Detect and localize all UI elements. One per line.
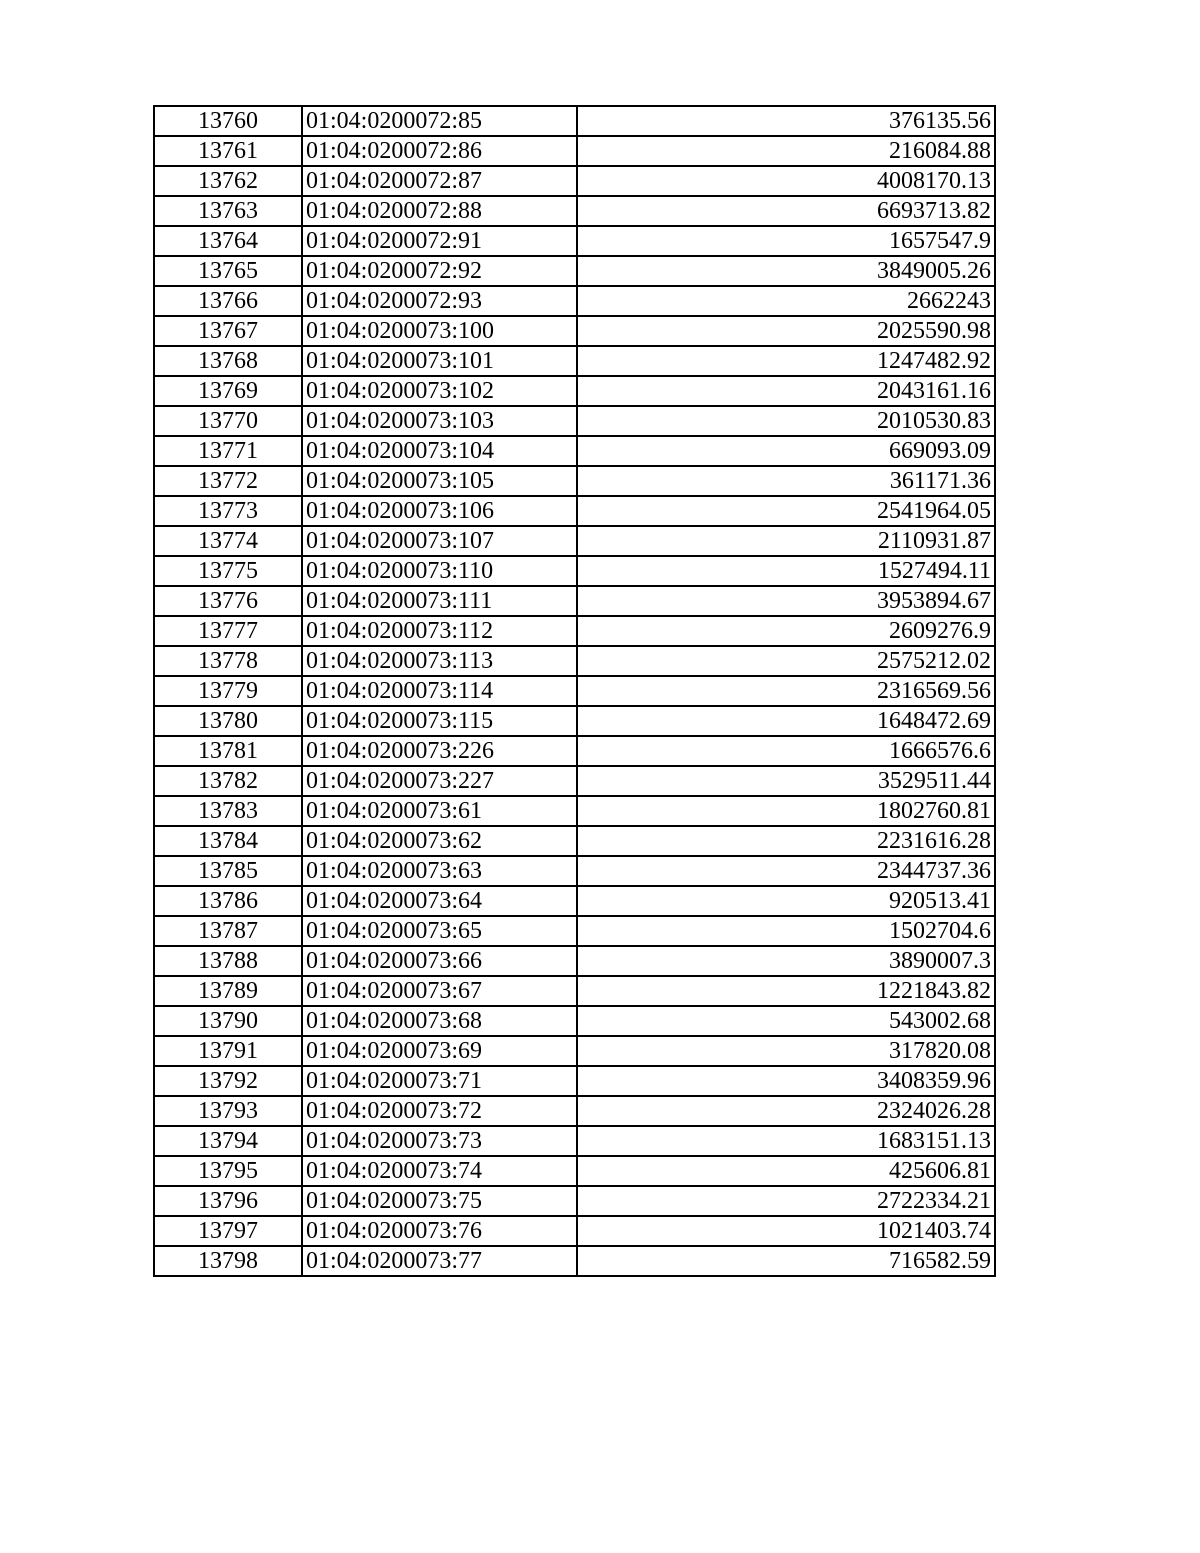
- cadastral-number-cell: 01:04:0200073:73: [302, 1126, 577, 1156]
- cadastral-number-cell: 01:04:0200073:69: [302, 1036, 577, 1066]
- cadastral-value-cell: 2575212.02: [577, 646, 995, 676]
- row-number-cell: 13766: [154, 286, 302, 316]
- table-row: [154, 1156, 995, 1186]
- table-row: [154, 646, 995, 676]
- cadastral-number-cell: 01:04:0200073:226: [302, 736, 577, 766]
- table-row: [154, 436, 995, 466]
- table-row: [154, 796, 995, 826]
- cadastral-value-cell: 669093.09: [577, 436, 995, 466]
- table-row: [154, 346, 995, 376]
- cadastral-number-cell: 01:04:0200073:107: [302, 526, 577, 556]
- table-row: [154, 706, 995, 736]
- row-number-cell: 13771: [154, 436, 302, 466]
- row-number-cell: 13776: [154, 586, 302, 616]
- row-number-cell: 13780: [154, 706, 302, 736]
- cadastral-value-cell: 2231616.28: [577, 826, 995, 856]
- table-row: [154, 976, 995, 1006]
- row-number-cell: 13797: [154, 1216, 302, 1246]
- row-number-cell: 13779: [154, 676, 302, 706]
- cadastral-value-cell: 1657547.9: [577, 226, 995, 256]
- cadastral-value-cell: 1221843.82: [577, 976, 995, 1006]
- cadastral-number-cell: 01:04:0200073:72: [302, 1096, 577, 1126]
- cadastral-number-cell: 01:04:0200073:112: [302, 616, 577, 646]
- row-number-cell: 13773: [154, 496, 302, 526]
- cadastral-number-cell: 01:04:0200073:63: [302, 856, 577, 886]
- table-row: [154, 1006, 995, 1036]
- row-number-cell: 13761: [154, 136, 302, 166]
- cadastral-number-cell: 01:04:0200073:76: [302, 1216, 577, 1246]
- cadastral-value-cell: 3529511.44: [577, 766, 995, 796]
- table-row: [154, 286, 995, 316]
- cadastral-number-cell: 01:04:0200072:93: [302, 286, 577, 316]
- cadastral-value-cell: 1527494.11: [577, 556, 995, 586]
- table-row: [154, 1216, 995, 1246]
- cadastral-value-cell: 2722334.21: [577, 1186, 995, 1216]
- cadastral-number-cell: 01:04:0200072:87: [302, 166, 577, 196]
- table-row: [154, 406, 995, 436]
- table-row: [154, 886, 995, 916]
- row-number-cell: 13793: [154, 1096, 302, 1126]
- row-number-cell: 13783: [154, 796, 302, 826]
- cadastral-number-cell: 01:04:0200072:88: [302, 196, 577, 226]
- table-row: [154, 1096, 995, 1126]
- cadastral-number-cell: 01:04:0200073:105: [302, 466, 577, 496]
- cadastral-number-cell: 01:04:0200073:114: [302, 676, 577, 706]
- row-number-cell: 13762: [154, 166, 302, 196]
- cadastral-value-cell: 1648472.69: [577, 706, 995, 736]
- table-body: [154, 106, 995, 1276]
- table-row: [154, 676, 995, 706]
- data-table: [153, 105, 996, 1277]
- row-number-cell: 13768: [154, 346, 302, 376]
- cadastral-value-cell: 2609276.9: [577, 616, 995, 646]
- table-row: [154, 256, 995, 286]
- cadastral-number-cell: 01:04:0200073:101: [302, 346, 577, 376]
- cadastral-number-cell: 01:04:0200073:61: [302, 796, 577, 826]
- row-number-cell: 13778: [154, 646, 302, 676]
- cadastral-value-cell: 716582.59: [577, 1246, 995, 1276]
- row-number-cell: 13784: [154, 826, 302, 856]
- cadastral-value-cell: 2344737.36: [577, 856, 995, 886]
- cadastral-value-cell: 1247482.92: [577, 346, 995, 376]
- cadastral-value-cell: 2316569.56: [577, 676, 995, 706]
- cadastral-number-cell: 01:04:0200073:64: [302, 886, 577, 916]
- cadastral-number-cell: 01:04:0200073:104: [302, 436, 577, 466]
- cadastral-number-cell: 01:04:0200072:91: [302, 226, 577, 256]
- row-number-cell: 13772: [154, 466, 302, 496]
- row-number-cell: 13775: [154, 556, 302, 586]
- cadastral-number-cell: 01:04:0200073:227: [302, 766, 577, 796]
- cadastral-value-cell: 3849005.26: [577, 256, 995, 286]
- table-row: [154, 376, 995, 406]
- table-row: [154, 856, 995, 886]
- cadastral-number-cell: 01:04:0200072:92: [302, 256, 577, 286]
- cadastral-number-cell: 01:04:0200073:74: [302, 1156, 577, 1186]
- cadastral-value-cell: 376135.56: [577, 106, 995, 136]
- cadastral-number-cell: 01:04:0200073:67: [302, 976, 577, 1006]
- cadastral-number-cell: 01:04:0200072:85: [302, 106, 577, 136]
- cadastral-number-cell: 01:04:0200073:71: [302, 1066, 577, 1096]
- row-number-cell: 13782: [154, 766, 302, 796]
- table-row: [154, 586, 995, 616]
- cadastral-number-cell: 01:04:0200073:111: [302, 586, 577, 616]
- cadastral-value-cell: 1683151.13: [577, 1126, 995, 1156]
- cadastral-number-cell: 01:04:0200073:106: [302, 496, 577, 526]
- row-number-cell: 13765: [154, 256, 302, 286]
- row-number-cell: 13767: [154, 316, 302, 346]
- table-row: [154, 466, 995, 496]
- cadastral-number-cell: 01:04:0200073:115: [302, 706, 577, 736]
- table-row: [154, 766, 995, 796]
- cadastral-value-cell: 3953894.67: [577, 586, 995, 616]
- row-number-cell: 13769: [154, 376, 302, 406]
- table-row: [154, 1186, 995, 1216]
- cadastral-number-cell: 01:04:0200073:75: [302, 1186, 577, 1216]
- table-row: [154, 1066, 995, 1096]
- table-row: [154, 1126, 995, 1156]
- table-row: [154, 1036, 995, 1066]
- cadastral-value-cell: 317820.08: [577, 1036, 995, 1066]
- table-row: [154, 496, 995, 526]
- cadastral-number-cell: 01:04:0200073:113: [302, 646, 577, 676]
- row-number-cell: 13774: [154, 526, 302, 556]
- cadastral-value-cell: 920513.41: [577, 886, 995, 916]
- row-number-cell: 13792: [154, 1066, 302, 1096]
- cadastral-value-cell: 3890007.3: [577, 946, 995, 976]
- cadastral-value-cell: 2662243: [577, 286, 995, 316]
- cadastral-value-cell: 1802760.81: [577, 796, 995, 826]
- row-number-cell: 13795: [154, 1156, 302, 1186]
- cadastral-value-cell: 3408359.96: [577, 1066, 995, 1096]
- table-row: [154, 946, 995, 976]
- cadastral-number-cell: 01:04:0200072:86: [302, 136, 577, 166]
- row-number-cell: 13789: [154, 976, 302, 1006]
- cadastral-value-cell: 2110931.87: [577, 526, 995, 556]
- table-row: [154, 556, 995, 586]
- cadastral-number-cell: 01:04:0200073:100: [302, 316, 577, 346]
- row-number-cell: 13787: [154, 916, 302, 946]
- row-number-cell: 13798: [154, 1246, 302, 1276]
- table-row: [154, 736, 995, 766]
- cadastral-number-cell: 01:04:0200073:62: [302, 826, 577, 856]
- row-number-cell: 13764: [154, 226, 302, 256]
- cadastral-number-cell: 01:04:0200073:66: [302, 946, 577, 976]
- cadastral-value-cell: 1021403.74: [577, 1216, 995, 1246]
- row-number-cell: 13770: [154, 406, 302, 436]
- cadastral-value-cell: 1502704.6: [577, 916, 995, 946]
- table-row: [154, 196, 995, 226]
- cadastral-number-cell: 01:04:0200073:110: [302, 556, 577, 586]
- cadastral-value-cell: 1666576.6: [577, 736, 995, 766]
- row-number-cell: 13781: [154, 736, 302, 766]
- cadastral-number-cell: 01:04:0200073:68: [302, 1006, 577, 1036]
- table-row: [154, 316, 995, 346]
- row-number-cell: 13785: [154, 856, 302, 886]
- cadastral-value-cell: 361171.36: [577, 466, 995, 496]
- row-number-cell: 13790: [154, 1006, 302, 1036]
- cadastral-value-cell: 2043161.16: [577, 376, 995, 406]
- cadastral-value-cell: 4008170.13: [577, 166, 995, 196]
- cadastral-number-cell: 01:04:0200073:65: [302, 916, 577, 946]
- row-number-cell: 13777: [154, 616, 302, 646]
- cadastral-number-cell: 01:04:0200073:103: [302, 406, 577, 436]
- row-number-cell: 13794: [154, 1126, 302, 1156]
- cadastral-value-cell: 6693713.82: [577, 196, 995, 226]
- table-row: [154, 226, 995, 256]
- table-row: [154, 1246, 995, 1276]
- cadastral-value-cell: 2541964.05: [577, 496, 995, 526]
- cadastral-value-cell: 2025590.98: [577, 316, 995, 346]
- cadastral-value-cell: 216084.88: [577, 136, 995, 166]
- cadastral-number-cell: 01:04:0200073:102: [302, 376, 577, 406]
- cadastral-number-cell: 01:04:0200073:77: [302, 1246, 577, 1276]
- row-number-cell: 13786: [154, 886, 302, 916]
- table-row: [154, 106, 995, 136]
- cadastral-value-cell: 2010530.83: [577, 406, 995, 436]
- row-number-cell: 13788: [154, 946, 302, 976]
- table-row: [154, 136, 995, 166]
- table-row: [154, 616, 995, 646]
- cadastral-value-cell: 543002.68: [577, 1006, 995, 1036]
- table-row: [154, 916, 995, 946]
- cadastral-value-cell: 425606.81: [577, 1156, 995, 1186]
- row-number-cell: 13796: [154, 1186, 302, 1216]
- table-row: [154, 526, 995, 556]
- table-row: [154, 166, 995, 196]
- row-number-cell: 13791: [154, 1036, 302, 1066]
- row-number-cell: 13760: [154, 106, 302, 136]
- table-row: [154, 826, 995, 856]
- cadastral-value-cell: 2324026.28: [577, 1096, 995, 1126]
- row-number-cell: 13763: [154, 196, 302, 226]
